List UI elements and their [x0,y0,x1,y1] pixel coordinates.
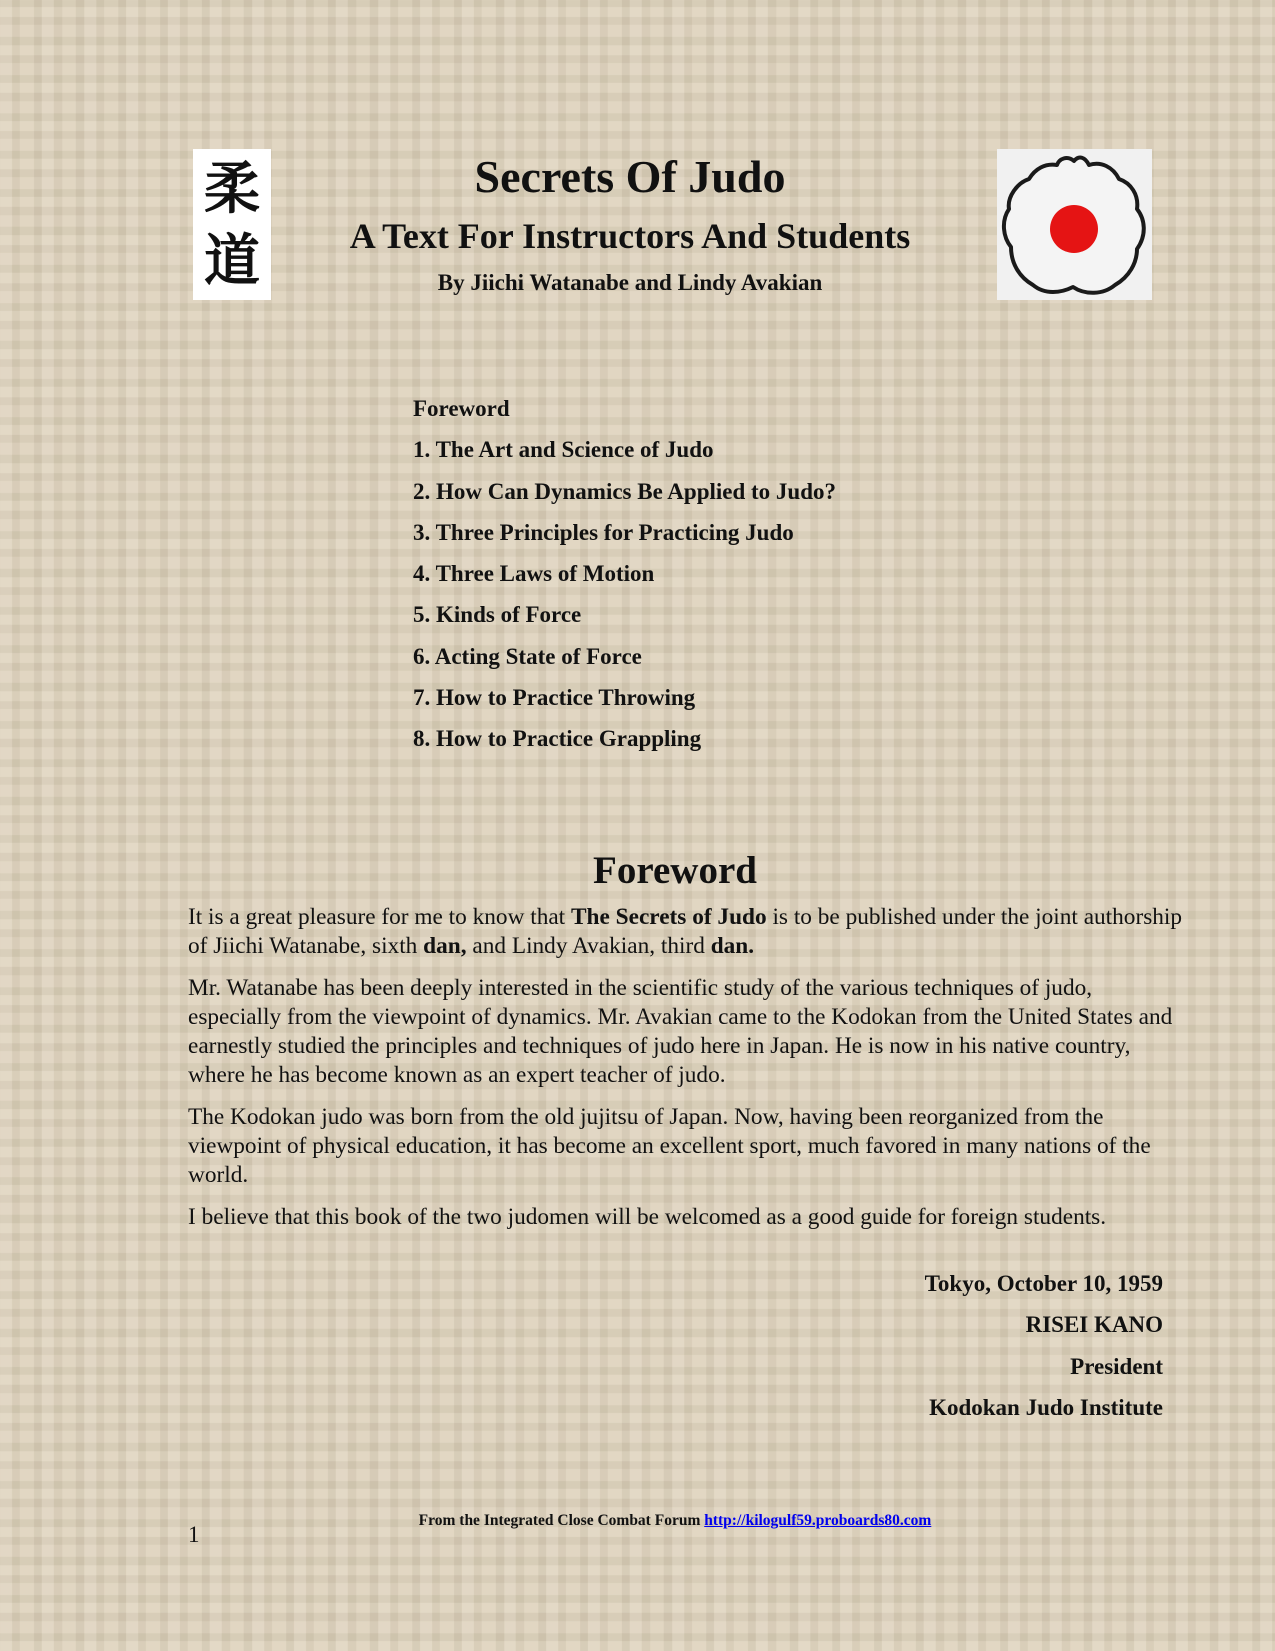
page-subtitle: A Text For Instructors And Students [349,216,911,256]
toc-item-8[interactable]: 8. How to Practice Grappling [413,726,702,752]
text-run: It is a great pleasure for me to know that [188,904,571,930]
toc-item-foreword[interactable]: Foreword [413,396,510,421]
foreword-paragraph-1 [188,903,1188,961]
toc-item-5[interactable]: 5. Kinds of Force [413,602,582,628]
foreword-heading: Foreword [593,849,757,892]
toc-item-1[interactable]: 1. The Art and Science of Judo [413,437,714,463]
dan-bold: dan. [710,933,755,959]
foreword-paragraph-2: Mr. Watanabe has been deeply interested in the scientific study of the various techniques of judo, especially from the viewpoint of dynamics. Mr. Avakian came to the Kodokan from the United States and earnestly studied the principles and techniques of judo here in Japan. He is now in his native country, where he has become known as an expert teacher of judo. [188,975,1173,1088]
text-run: is to be published under the joint authorship of Jiichi Watanabe, sixth [188,904,1183,959]
signature-org: Kodokan Judo Institute [929,1394,1163,1420]
toc-item-2[interactable]: 2. How Can Dynamics Be Applied to Judo? [413,478,837,504]
signature-block [925,1267,1163,1432]
page-number: 1 [188,1522,200,1547]
table-of-contents [413,392,836,764]
foreword-paragraph-3: The Kodokan judo was born from the old jujitsu of Japan. Now, having been reorganized from the viewpoint of physical education, it has become an excellent sport, much favored in many nations of the world. [188,1104,1151,1188]
dan-bold: dan, [423,933,467,959]
footer-text: From the Integrated Close Combat Forum [418,1512,705,1529]
page-title: Secrets Of Judo [474,151,786,202]
forum-link[interactable]: http://kilogulf59.proboards80.com [704,1512,932,1529]
toc-item-7[interactable]: 7. How to Practice Throwing [413,685,696,711]
signature-name: RISEI KANO [1025,1312,1163,1338]
foreword-body [188,903,1188,1245]
foreword-paragraph-4: I believe that this book of the two judomen will be welcomed as a good guide for foreign students. [188,1204,1107,1230]
toc-item-3[interactable]: 3. Three Principles for Practicing Judo [413,519,794,545]
authors-line: By Jiichi Watanabe and Lindy Avakian [437,270,823,295]
book-title-bold: The Secrets of Judo [570,904,767,930]
signature-date: Tokyo, October 10, 1959 [924,1271,1163,1296]
kanji-ju: 柔 [204,155,260,222]
text-run: and Lindy Avakian, third [466,933,711,959]
kodokan-emblem-icon [997,149,1152,300]
toc-item-4[interactable]: 4. Three Laws of Motion [413,561,655,587]
signature-role: President [1070,1353,1163,1379]
kanji-do: 道 [204,227,260,294]
toc-item-6[interactable]: 6. Acting State of Force [413,643,642,669]
